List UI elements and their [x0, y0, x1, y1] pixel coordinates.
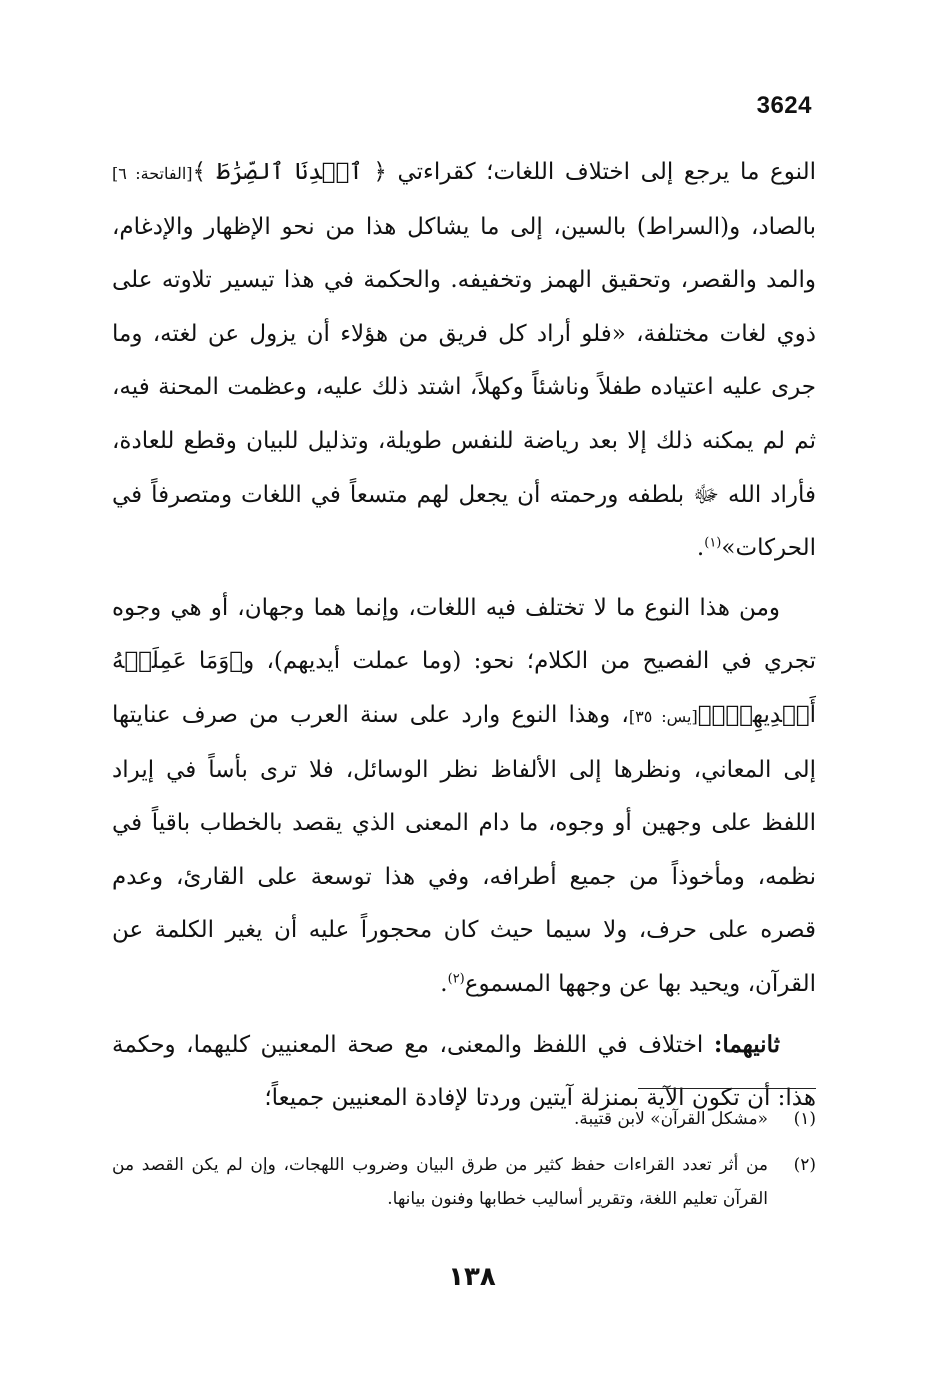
paragraph-text: اختلاف في اللفظ والمعنى، مع صحة المعنيين كليهما، وحكمة هذا: أن تكون الآية بمنزلة آيتين وردتا لإفادة المعنيين جميعاً؛	[112, 1031, 816, 1112]
paragraph-2	[112, 582, 816, 1012]
footnote-text: «مشكل القرآن» لابن قتيبة.	[573, 1109, 768, 1129]
footnote-number: (١)	[793, 1109, 816, 1129]
verse-reference: [يس: ٣٥]	[628, 706, 698, 726]
quran-verse: ﴿ ٱهۡدِنَا ٱلصِّرَٰطَ ﴾	[192, 159, 387, 185]
footnotes	[112, 1102, 816, 1216]
footnote-marker: (١)	[704, 535, 722, 551]
footnote-1	[112, 1102, 816, 1136]
paragraph-1	[112, 146, 816, 576]
quran-verse: ﴿وَمَا عَمِلَتۡهُ أَيۡدِيهِمۡۚ﴾	[112, 648, 816, 728]
verse-reference: [الفاتحة: ٦]	[112, 164, 193, 183]
page-code: 3624	[756, 92, 812, 119]
footnote-2	[112, 1148, 816, 1216]
footnote-text: من أثر تعدد القراءات حفظ كثير من طرق البيان وضروب اللهجات، وإن لم يكن القصد من القرآن تعليم اللغة، وتقرير أساليب خطابها وفنون بيانها.	[112, 1155, 768, 1209]
paragraph-text: النوع ما يرجع إلى اختلاف اللغات؛ كقراءتي	[386, 159, 816, 185]
paragraph-end: .	[696, 535, 705, 562]
paragraph-lead: ثانيهما:	[713, 1030, 780, 1058]
paragraph-end: .	[440, 970, 448, 997]
page-number: ١٣٨	[448, 1262, 496, 1292]
footnote-number: (٢)	[793, 1155, 816, 1175]
footnote-divider	[638, 1088, 816, 1089]
paragraph-text: بالصاد، و(السراط) بالسين، إلى ما يشاكل هذا من نحو الإظهار والإدغام، والمد والقصر، وتحقيق الهمز وتخفيفه. والحكمة في هذا تيسير تلاوته على ذوي لغات مختلفة، «فلو أراد كل فريق من هؤلاء أن يزول عن لغته، وما جرى عليه اعتياده طفلاً وناشئاً وكهلاً، اشتد ذلك عليه، وعظمت المحنة فيه، ثم لم يمكنه ذلك إلا بعد رياضة للنفس طويلة، وتذليل للبيان وقطع للعادة، فأراد الله ﷻ بلطفه ورحمته أن يجعل لهم متسعاً في اللغات ومتصرفاً في الحركات»	[112, 213, 816, 562]
paragraph-text: ، وهذا النوع وارد على سنة العرب من صرف عنايتها إلى المعاني، ونظرها إلى الألفاظ نظر الوسائل، فلا ترى بأساً في إيراد اللفظ على وجهين أو وجوه، ما دام المعنى الذي يقصد بالخطاب باقياً في نظمه، ومأخوذاً من جميع أطرافه، وفي هذا توسعة على القارئ، وعدم قصره على حرف، ولا سيما حيث كان محجوراً عليه أن يغير الكلمة عن القرآن، ويحيد بها عن وجهها المسموع	[112, 701, 816, 997]
paragraph-text: ومن هذا النوع ما لا تختلف فيه اللغات، وإنما هما وجهان، أو هي وجوه تجري في الفصيح من الكلام؛ نحو: (وما عملت أيديهم)، و	[112, 594, 816, 675]
footnote-marker: (٢)	[447, 971, 465, 987]
main-text	[112, 146, 816, 1126]
